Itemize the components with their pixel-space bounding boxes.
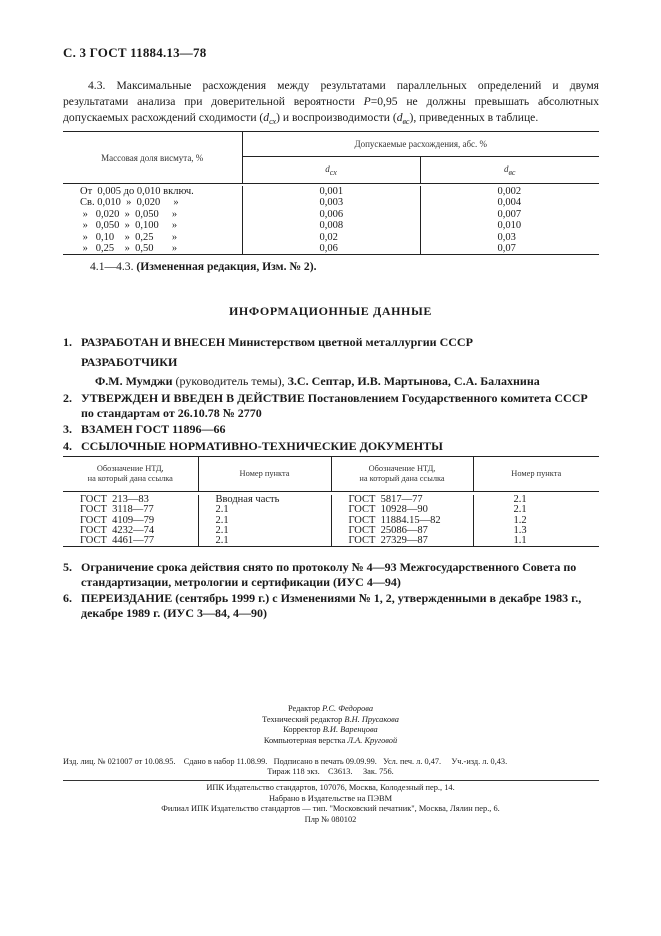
table-row: ГОСТ 213—83 Вводная часть ГОСТ 5817—77 2.1 [63, 495, 599, 505]
amendment-note: 4.1—4.3. (Измененная редакция, Изм. № 2). [90, 260, 317, 273]
divider [63, 780, 599, 781]
col-dcx: dсх [242, 157, 420, 184]
col-clause-1: Номер пункта [198, 457, 331, 492]
table-row: От 0,005 до 0,010 включ. 0,001 0,002 [63, 186, 599, 197]
col-ntd-2: Обозначение НТД, на который дана ссылка [331, 457, 473, 492]
print-run-line: Тираж 118 экз. С3613. Зак. 756. [267, 767, 394, 776]
col-group-tolerances: Допускаемые расхождения, абс. % [242, 132, 599, 157]
section-5: 5. Ограничение срока действия снято по протоколу № 4—93 Межгосударственного Совета по стандартизации, метрологии и сертификации (ИУС 4—94) [63, 560, 577, 589]
section-2: 2. УТВЕРЖДЕН И ВВЕДЕН В ДЕЙСТВИЕ Постановлением Государственного комитета СССР по стандартам от 26.10.78 № 2770 [63, 391, 588, 420]
tolerance-table [63, 131, 599, 255]
col-clause-2: Номер пункта [473, 457, 599, 492]
table-row: » 0,020 » 0,050 » 0,006 0,007 [63, 209, 599, 220]
section-3: 3. ВЗАМЕН ГОСТ 11896—66 [63, 422, 226, 436]
col-dvs: dвс [420, 157, 599, 184]
editor-line: Редактор Р.С. Федорова [287, 704, 374, 713]
tech-editor-line: Технический редактор В.Н. Прусакова [262, 714, 399, 724]
table-row: ГОСТ 3118—77 2.1 ГОСТ 10928—90 2.1 [63, 505, 599, 515]
section-6: 6. ПЕРЕИЗДАНИЕ (сентябрь 1999 г.) с Изменениями № 1, 2, утвержденными в декабре 1983 г., декабре 1989 г. (ИУС 3—84, 4—90) [63, 591, 582, 620]
layout-line: Компьютерная верстка Л.А. Круговой [263, 735, 398, 745]
table-row: » 0,050 » 0,100 » 0,008 0,010 [63, 220, 599, 231]
table-row: ГОСТ 4109—79 2.1 ГОСТ 11884.15—82 1.2 [63, 516, 599, 526]
developers-list: Ф.М. Мумджи (руководитель темы), З.С. Септар, И.В. Мартынова, С.А. Балахнина [95, 374, 540, 388]
section-4: 4. ССЫЛОЧНЫЕ НОРМАТИВНО-ТЕХНИЧЕСКИЕ ДОКУМЕНТЫ [63, 439, 443, 453]
section-1-developers-label: РАЗРАБОТЧИКИ [81, 355, 178, 369]
table-row: » 0,25 » 0,50 » 0,06 0,07 [63, 243, 599, 255]
col-ntd-1: Обозначение НТД, на который дана ссылка [63, 457, 198, 492]
table-row: » 0,10 » 0,25 » 0,02 0,03 [63, 232, 599, 243]
corrector-line: Корректор В.И. Варенцова [283, 725, 378, 735]
info-title: ИНФОРМАЦИОННЫЕ ДАННЫЕ [229, 304, 432, 318]
section-1: 1. РАЗРАБОТАН И ВНЕСЕН Министерством цветной металлургии СССР [63, 335, 473, 349]
clause-4-3: 4.3. Максимальные расхождения между результатами параллельных определений и двумя результатами анализа при доверительной вероятности P=0,95 не должны превышать абсолютных допускаемых расхождений сходимости $(d_{сх})$ и воспроизводимости $(d_{вс})$, приведенных в таблице. [63, 79, 599, 126]
reference-docs-table [63, 456, 599, 547]
page-header: С. 3 ГОСТ 11884.13—78 [63, 45, 207, 60]
publisher-info: ИПК Издательство стандартов, 107076, Москва, Колодезный пер., 14. Набрано в Издательстве на ПЭВМ Филиал ИПК Издательство стандартов — тип. "Московский печатник", Москва, Лялин пер., 6. Плр № 080102 [161, 783, 500, 824]
table-row: ГОСТ 4232—74 2.1 ГОСТ 25086—87 1.3 [63, 526, 599, 536]
license-line: Изд. лиц. № 021007 от 10.08.95. Сдано в набор 11.08.99. Подписано в печать 09.09.99. Усл. печ. л. 0,47. Уч.-изд. л. 0,43. [63, 757, 508, 766]
table-row: Св. 0,010 » 0,020 » 0,003 0,004 [63, 197, 599, 208]
col-bismuth-fraction: Массовая доля висмута, % [63, 132, 242, 184]
editorial-credits [0, 704, 661, 746]
table-row: ГОСТ 4461—77 2.1 ГОСТ 27329—87 1.1 [63, 536, 599, 547]
